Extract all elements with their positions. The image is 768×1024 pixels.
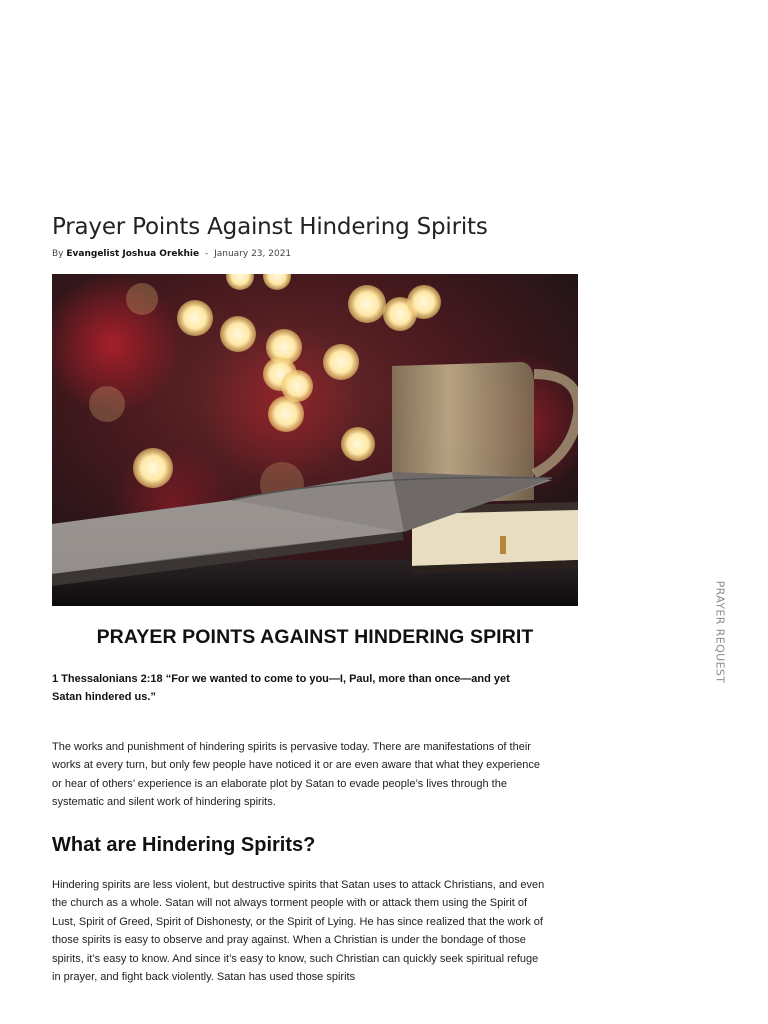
post-title: Prayer Points Against Hindering Spirits xyxy=(52,214,488,240)
intro-paragraph: The works and punishment of hindering spirits is pervasive today. There are manifestations of their works at every turn, but only few people have noticed it or are even aware that what they experience or hear of others’ experience is an elaborate plot by Satan to evade people’s lives through the systematic and silent work of hindering spirits. xyxy=(52,741,540,809)
body-paragraph: Hindering spirits are less violent, but destructive spirits that Satan uses to attack Christians, and even the church as a whole. Satan will not always torment people with or attack them using the Spirit of Lust, Spirit of Greed, Spirit of Dishonesty, or the Spirit of Lying. He has since realized that the work of those spirits is easy to observe and pray against. When a Christian is under the bondage of those spirits, it’s easy to know. And since it’s easy to know, such Christian can quickly seek spiritual refuge in prayer, and fight back violently. Satan has used those spirits xyxy=(52,879,545,984)
byline-separator: - xyxy=(204,249,209,259)
by-label: By xyxy=(52,249,64,259)
featured-image xyxy=(52,274,578,606)
post-date: January 23, 2021 xyxy=(214,249,292,259)
section-heading: PRAYER POINTS AGAINST HINDERING SPIRIT xyxy=(96,626,534,648)
prayer-request-tab[interactable] xyxy=(712,580,728,684)
author-link[interactable]: Evangelist Joshua Orekhie xyxy=(66,249,200,259)
subheading: What are Hindering Spirits? xyxy=(52,834,316,856)
article xyxy=(52,210,578,984)
byline xyxy=(52,248,578,260)
prayer-request-label: PRAYER REQUEST xyxy=(713,580,727,684)
scripture-verse: 1 Thessalonians 2:18 “For we wanted to come to you—I, Paul, more than once—and yet Satan hindered us.” xyxy=(52,673,510,703)
